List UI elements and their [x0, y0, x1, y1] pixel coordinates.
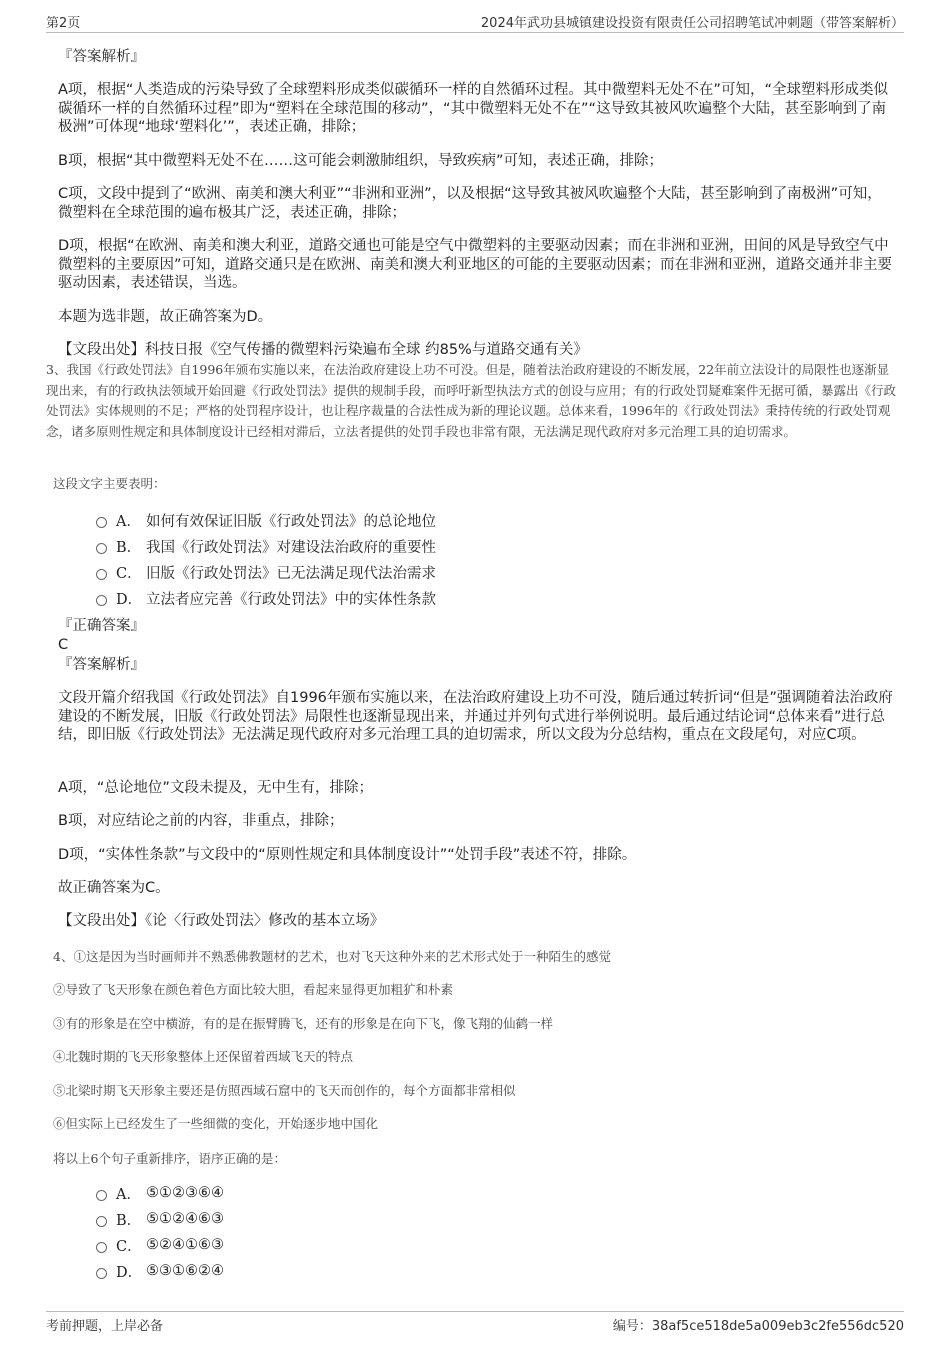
- q2-analysis-para-d: D项，根据“在欧洲、南美和澳大利亚，道路交通也可能是空气中微塑料的主要驱动因素；而在非洲和亚洲，田间的风是导致空气中微塑料的主要原因”可知，道路交通只是在欧洲、南美和澳大利亚地区的可能的主要驱动因素；而在非洲和亚洲，道路交通并非主要驱动因素，表述错误，当选。: [58, 238, 893, 291]
- q4-stem: 将以上6个句子重新排序，语序正确的是：: [53, 1151, 286, 1166]
- q2-analysis-label: 『答案解析』: [58, 49, 145, 65]
- q3-analysis-label: 『答案解析』: [58, 657, 145, 673]
- q3-analysis-para-main: 文段开篇介绍我国《行政处罚法》自1996年颁布实施以来，在法治政府建设上功不可没，随后通过转折词“但是”强调随着法治政府建设的不断发展，旧版《行政处罚法》局限性也逐渐显现出来，并通过并列句式进行举例说明。最后通过结论词“总体来看”进行总结，即旧版《行政处罚法》无法满足现代政府对多元治理工具的迫切需求，所以文段为分总结构，重点在文段尾句，对应C项。: [58, 690, 893, 743]
- q3-analysis-para-d: D项，“实体性条款”与文段中的“原则性规定和具体制度设计”“处罚手段”表述不符，排除。: [58, 847, 637, 863]
- q3-analysis-para-a: A项，“总论地位”文段未提及，无中生有，排除；: [58, 780, 373, 796]
- radio-button[interactable]: [96, 543, 107, 554]
- q4-sentence-6: ⑥但实际上已经发生了一些细微的变化，开始逐步地中国化: [53, 1116, 379, 1131]
- radio-button[interactable]: [96, 1268, 107, 1279]
- page-number: 第2页: [46, 16, 81, 31]
- q4-sentence-2: ②导致了飞天形象在颜色着色方面比较大胆，看起来显得更加粗犷和朴素: [53, 982, 454, 997]
- q4-option-d[interactable]: D． ⑤③①⑥②④: [96, 1260, 224, 1282]
- q3-option-a[interactable]: A． 如何有效保证旧版《行政处罚法》的总论地位: [96, 509, 436, 531]
- radio-button[interactable]: [96, 1242, 107, 1253]
- radio-button[interactable]: [96, 569, 107, 580]
- q3-analysis-para-b: B项，对应结论之前的内容，非重点，排除；: [58, 813, 344, 829]
- q3-correct-label: 『正确答案』: [58, 618, 145, 634]
- document-code: 编号：38af5ce518de5a009eb3c2fe556dc520: [612, 1319, 904, 1334]
- q2-source: 【文段出处】科技日报《空气传播的微塑料污染遍布全球 约85%与道路交通有关》: [58, 342, 588, 358]
- footer-divider: [46, 1311, 904, 1312]
- radio-button[interactable]: [96, 1190, 107, 1201]
- q4-option-b[interactable]: B． ⑤①②④⑥③: [96, 1208, 224, 1230]
- q3-option-c[interactable]: C． 旧版《行政处罚法》已无法满足现代法治需求: [96, 561, 436, 583]
- q2-conclusion: 本题为选非题，故正确答案为D。: [58, 309, 273, 325]
- q4-option-c[interactable]: C． ⑤②④①⑥③: [96, 1234, 224, 1256]
- radio-button[interactable]: [96, 517, 107, 528]
- q3-correct-answer: C: [58, 637, 69, 653]
- page-header: [46, 12, 904, 32]
- q3-option-b[interactable]: B． 我国《行政处罚法》对建设法治政府的重要性: [96, 535, 436, 557]
- q4-sentence-4: ④北魏时期的飞天形象整体上还保留着西域飞天的特点: [53, 1049, 354, 1064]
- q2-analysis-para-b: B项，根据“其中微塑料无处不在……这可能会刺激肺组织，导致疾病”可知，表述正确，排除；: [58, 153, 663, 169]
- q3-source: 【文段出处】《论〈行政处罚法〉修改的基本立场》: [58, 913, 385, 929]
- header-divider: [46, 32, 904, 33]
- q4-sentence-5: ⑤北梁时期飞天形象主要还是仿照西域石窟中的飞天而创作的，每个方面都非常相似: [53, 1083, 516, 1098]
- radio-button[interactable]: [96, 595, 107, 606]
- q3-conclusion: 故正确答案为C。: [58, 880, 170, 896]
- footer-slogan: 考前押题，上岸必备: [46, 1319, 164, 1334]
- q2-analysis-para-c: C项，文段中提到了“欧洲、南美和澳大利亚”“非洲和亚洲”，以及根据“这导致其被风吹遍整个大陆，甚至影响到了南极洲”可知，微塑料在全球范围的遍布极其广泛，表述正确，排除；: [58, 186, 882, 221]
- q4-sentence-3: ③有的形象是在空中横游，有的是在振臂腾飞，还有的形象是在向下飞，像飞翔的仙鹤一样: [53, 1016, 554, 1031]
- q3-stem: 这段文字主要表明：: [53, 476, 166, 491]
- q4-option-a[interactable]: A． ⑤①②③⑥④: [96, 1182, 224, 1204]
- q4-sentence-1: 4、①这是因为当时画师并不熟悉佛教题材的艺术，也对飞天这种外来的艺术形式处于一种陌生的感觉: [53, 949, 611, 964]
- q2-analysis-para-a: A项，根据“人类造成的污染导致了全球塑料形成类似碳循环一样的自然循环过程。其中微塑料无处不在”可知，“全球塑料形成类似碳循环一样的自然循环过程”即为“塑料在全球范围的移动”，“其中微塑料无处不在”“这导致其被风吹遍整个大陆，甚至影响到了南极洲”可体现“地球‘塑料化’”，表述正确，排除；: [58, 82, 888, 135]
- q3-passage: 3、我国《行政处罚法》自1996年颁布实施以来，在法治政府建设上功不可没。但是，随着法治政府建设的不断发展，22年前立法设计的局限性也逐渐显现出来，有的行政执法领域开始回避《行政处罚法》提供的规制手段，而呼吁新型执法方式的创设与应用；有的行政处罚疑难案件无据可循，暴露出《行政处罚法》实体规则的不足；严格的处罚程序设计，也让程序裁量的合法性成为新的理论议题。总体来看，1996年的《行政处罚法》秉持传统的行政处罚观念，诸多原则性规定和具体制度设计已经相对滞后，立法者提供的处罚手段也非常有限，无法满足现代政府对多元治理工具的迫切需求。: [46, 362, 897, 439]
- document-title: 2024年武功县城镇建设投资有限责任公司招聘笔试冲刺题（带答案解析）: [480, 16, 904, 31]
- radio-button[interactable]: [96, 1216, 107, 1227]
- q3-option-d[interactable]: D． 立法者应完善《行政处罚法》中的实体性条款: [96, 587, 436, 609]
